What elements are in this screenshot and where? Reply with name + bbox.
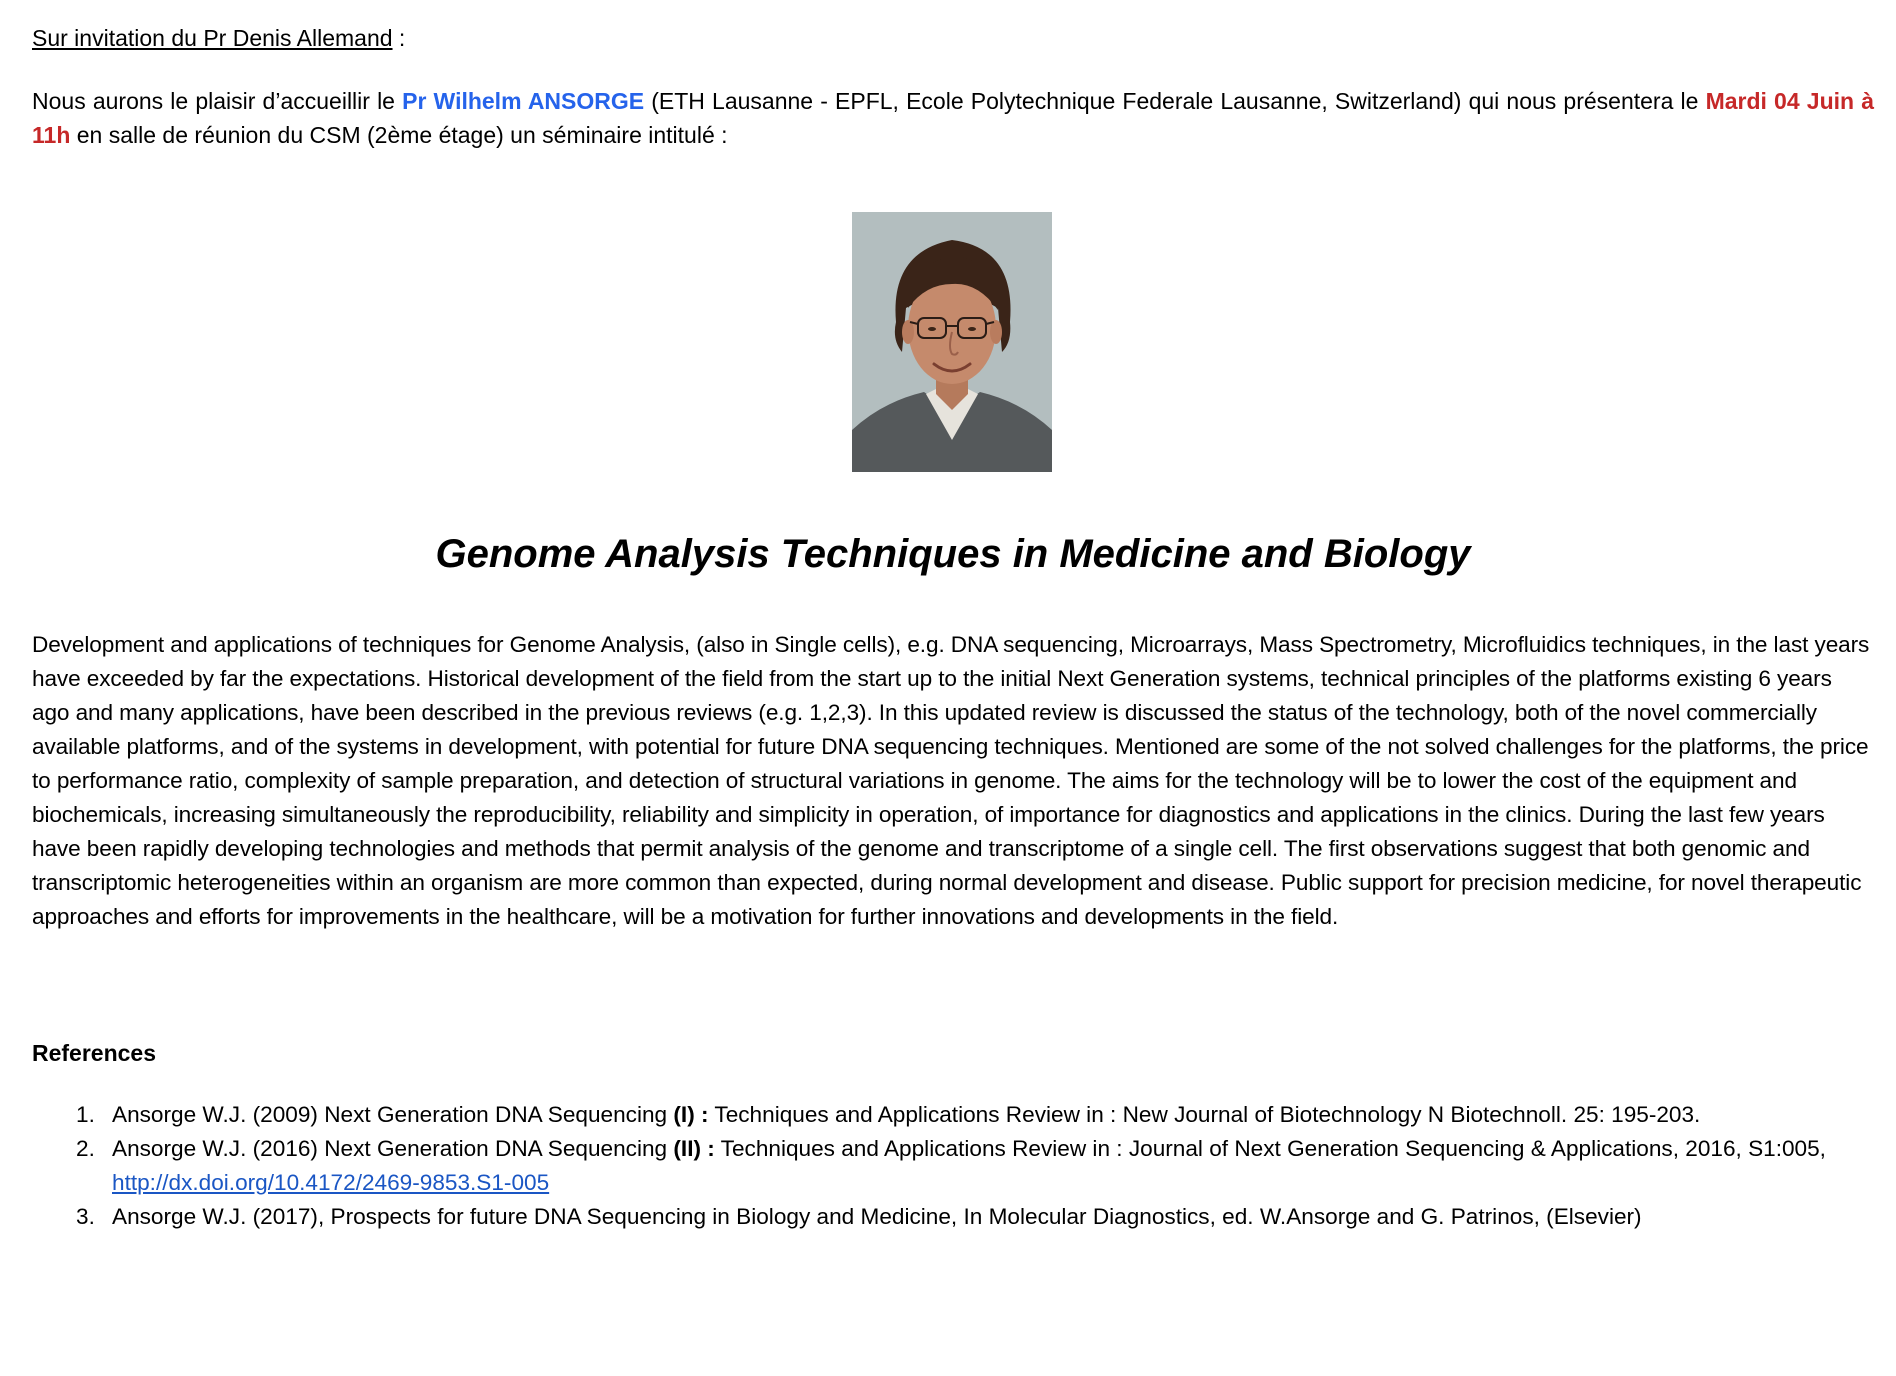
announcement-paragraph — [32, 84, 1874, 152]
reference-text: Ansorge W.J. (2017), Prospects for future DNA Sequencing in Biology and Medicine, In Molecular Diagnostics, ed. W.Ansorge and G. Patrinos, (Elsevier) — [112, 1204, 1642, 1229]
portrait-image — [852, 212, 1052, 472]
announcement-lead: Nous aurons le plaisir d’accueillir le — [32, 88, 403, 114]
speaker-name: Pr Wilhelm ANSORGE — [402, 88, 645, 114]
invitation-suffix: : — [392, 25, 406, 51]
seminar-location: en salle de réunion du CSM (2ème étage) un séminaire intitulé : — [70, 122, 728, 148]
speaker-affiliation: (ETH Lausanne - EPFL, Ecole Polytechnique Federale Lausanne, Switzerland) qui nous présentera le — [644, 88, 1706, 114]
invitation-line — [32, 24, 405, 52]
reference-item — [32, 1098, 1874, 1132]
reference-volume: (I) : — [673, 1102, 709, 1127]
reference-item — [32, 1200, 1874, 1234]
seminar-title: Genome Analysis Techniques in Medicine and Biology — [435, 532, 1471, 576]
reference-text: Ansorge W.J. (2009) Next Generation DNA Sequencing — [112, 1102, 674, 1127]
references-list — [32, 1098, 1874, 1234]
speaker-portrait — [852, 212, 1052, 472]
seminar-date: Mardi 04 Juin à 11h — [32, 88, 1875, 148]
reference-number: 2. — [76, 1136, 95, 1161]
reference-text: Ansorge W.J. (2016) Next Generation DNA Sequencing — [112, 1136, 674, 1161]
reference-volume: (II) : — [673, 1136, 715, 1161]
reference-source: Techniques and Applications Review in : New Journal of Biotechnology N Biotechnoll. 25: 195-203. — [708, 1102, 1701, 1127]
invitation-text: Sur invitation du Pr Denis Allemand — [32, 25, 393, 51]
reference-doi-link[interactable]: http://dx.doi.org/10.4172/2469-9853.S1-005 — [112, 1170, 550, 1195]
references-heading: References — [32, 1040, 157, 1066]
reference-item — [32, 1132, 1874, 1200]
reference-source: Techniques and Applications Review in : Journal of Next Generation Sequencing & Applications, 2016, S1:005, — [714, 1136, 1826, 1161]
abstract-paragraph: Development and applications of techniques for Genome Analysis, (also in Single cells), e.g. DNA sequencing, Microarrays, Mass Spectrometry, Microfluidics techniques, in the last years have exceeded by far the expectations. Historical development of the field from the start up to the initial Next Generation systems, technical principles of the platforms existing 6 years ago and many applications, have been described in the previous reviews (e.g. 1,2,3). In this updated review is discussed the status of the technology, both of the novel commercially available platforms, and of the systems in development, with potential for future DNA sequencing techniques. Mentioned are some of the not solved challenges for the platforms, the price to performance ratio, complexity of sample preparation, and detection of structural variations in genome. The aims for the technology will be to lower the cost of the equipment and biochemicals, increasing simultaneously the reproducibility, reliability and simplicity in operation, of importance for diagnostics and applications in the clinics. During the last few years have been rapidly developing technologies and methods that permit analysis of the genome and transcriptome of a single cell. The first observations suggest that both genomic and transcriptomic heterogeneities within an organism are more common than expected, during normal development and disease. Public support for precision medicine, for novel therapeutic approaches and efforts for improvements in the healthcare, will be a motivation for further innovations and developments in the field. — [32, 632, 1870, 929]
reference-number: 1. — [76, 1102, 95, 1127]
reference-number: 3. — [76, 1204, 95, 1229]
